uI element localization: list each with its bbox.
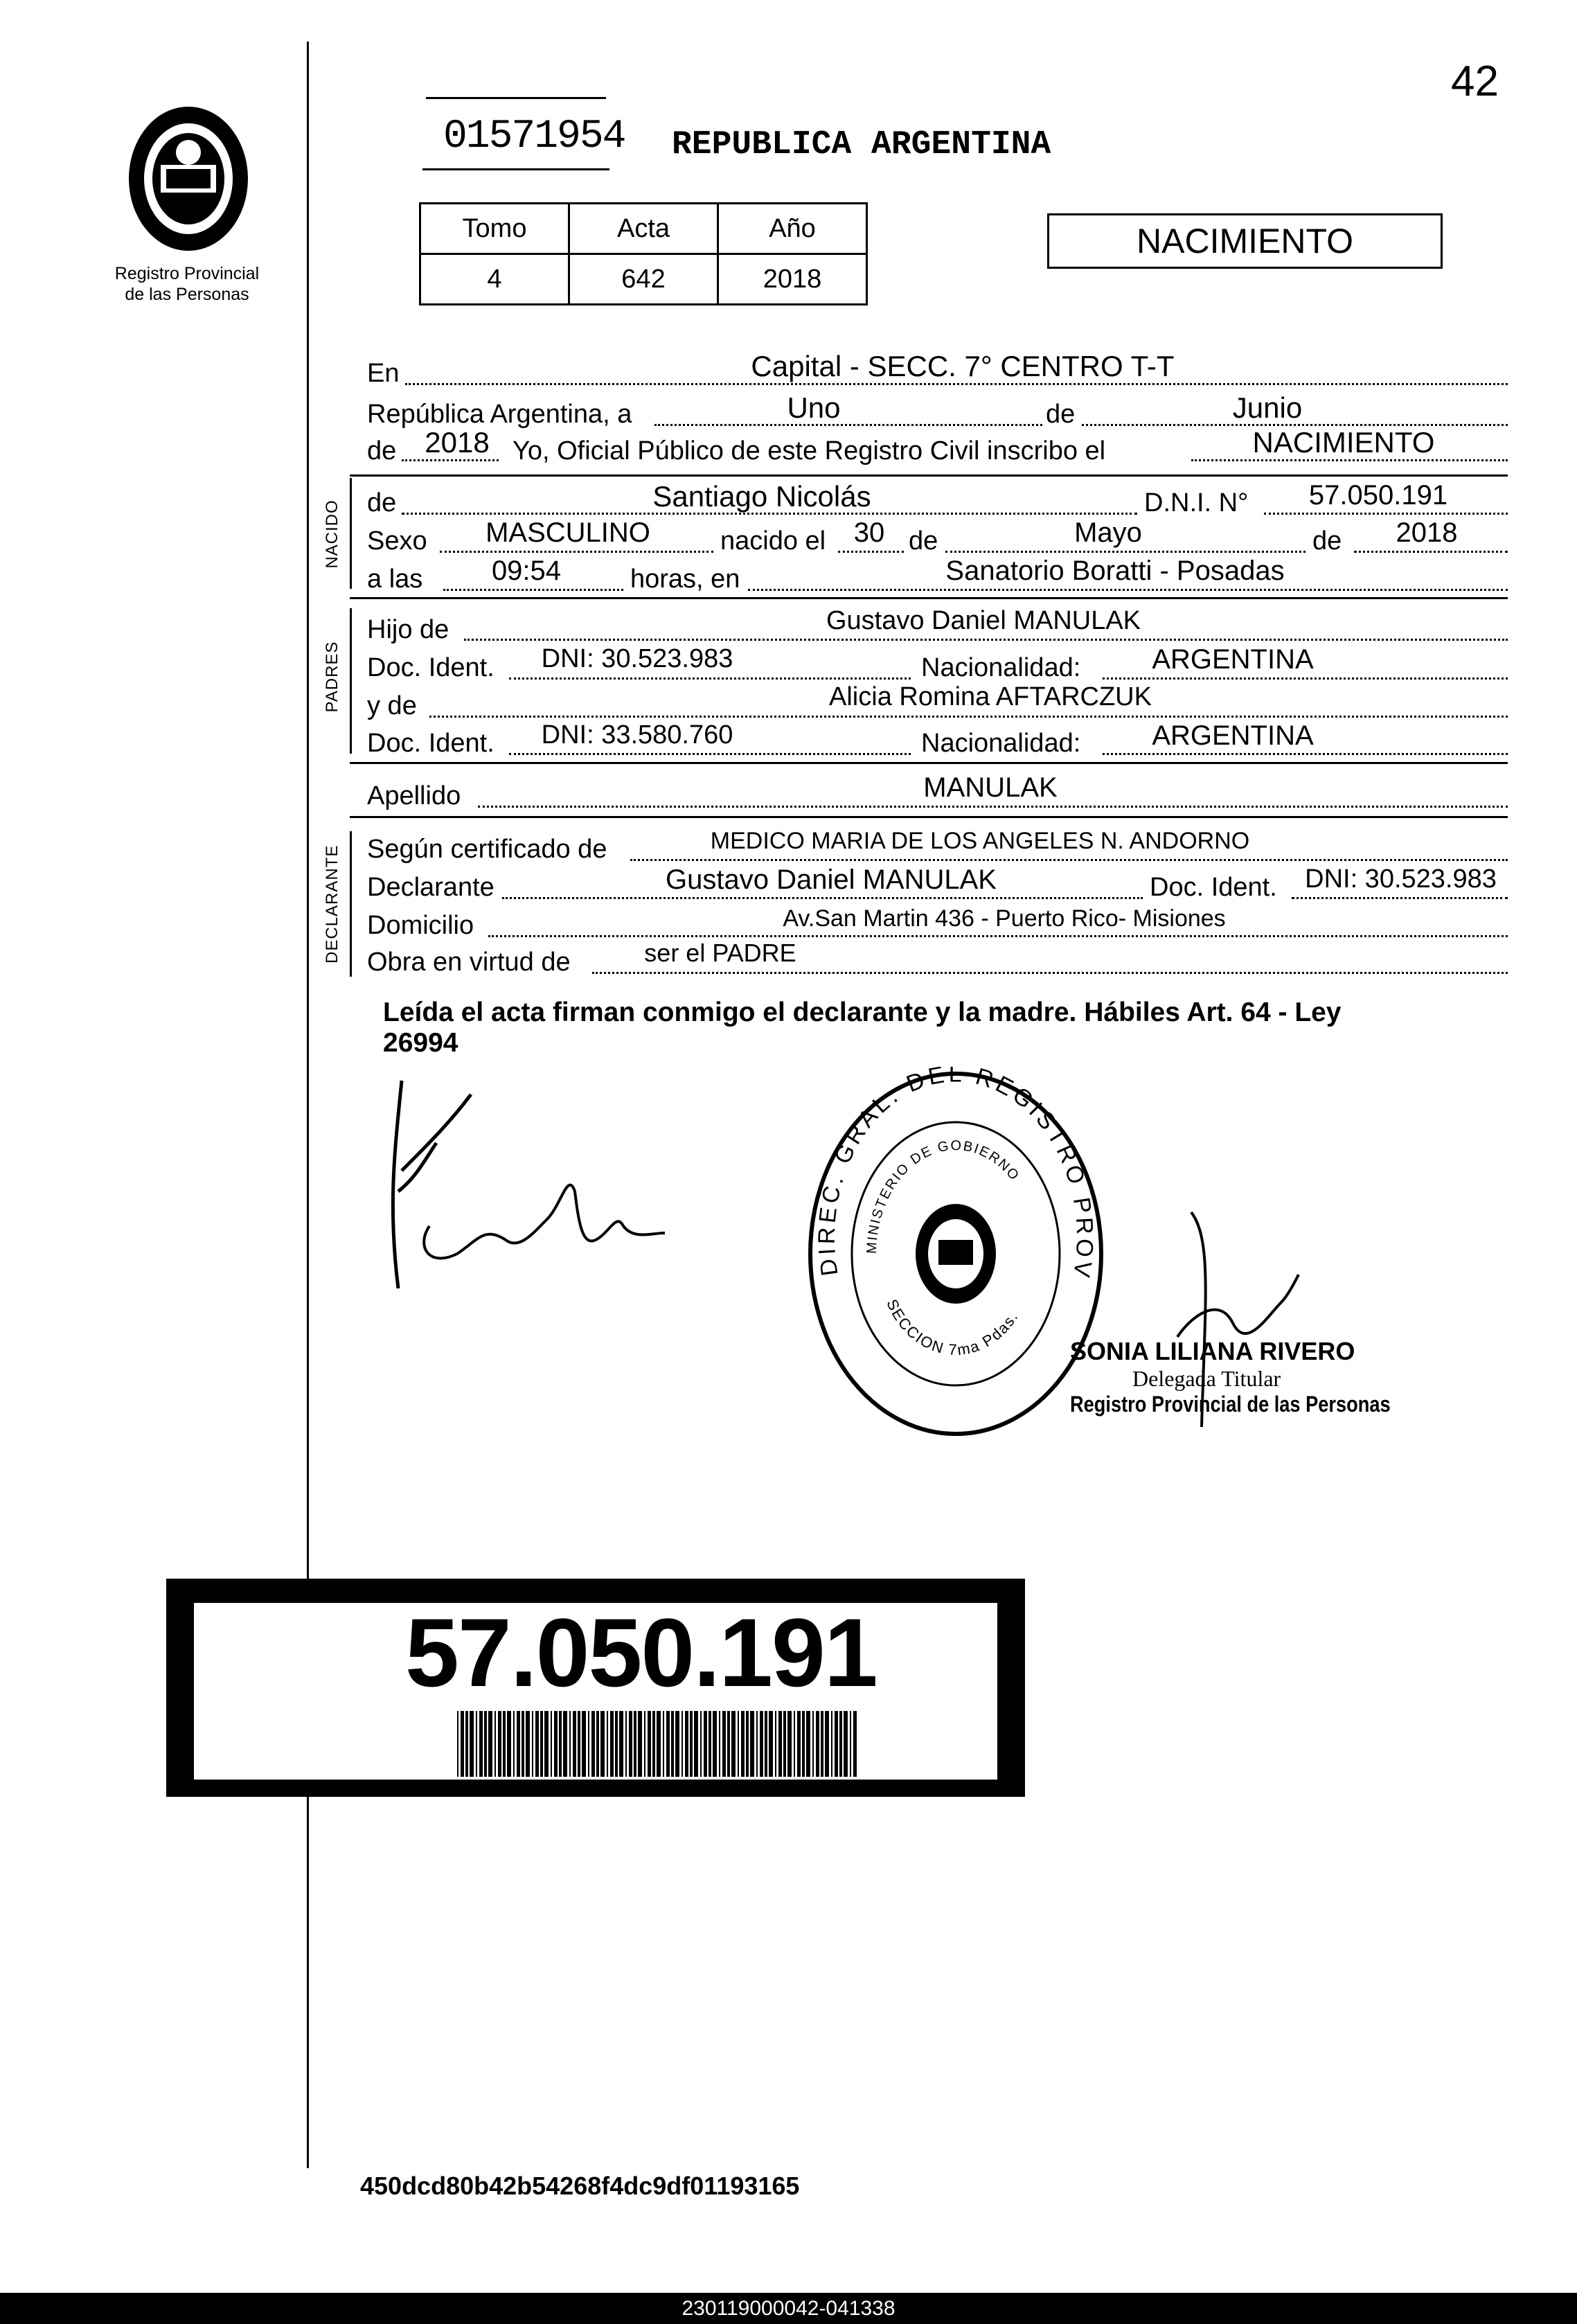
barcode-bar: [596, 1711, 599, 1777]
barcode-bar: [787, 1711, 792, 1777]
en-value: Capital - SECC. 7° CENTRO T-T: [751, 350, 1175, 382]
barcode-bar: [532, 1711, 533, 1777]
mother-nat: ARGENTINA: [1152, 720, 1314, 751]
declarante-dots: [502, 897, 1143, 899]
en-dots: [405, 383, 1508, 385]
rule-1: [350, 474, 1508, 477]
barcode-bar: [644, 1711, 645, 1777]
barcode-bar: [535, 1711, 539, 1777]
officer-title: Delegada Titular: [1132, 1366, 1281, 1391]
dni-dots: [1264, 513, 1508, 515]
apellido-label: Apellido: [367, 781, 461, 810]
de-label-2: de: [909, 526, 938, 556]
en-label: En: [367, 359, 400, 388]
inscribo-value: NACIMIENTO: [1252, 426, 1435, 459]
barcode-bar: [582, 1711, 586, 1777]
section-nacido: NACIDO: [323, 499, 341, 569]
barcode-bar: [709, 1711, 711, 1777]
certificado-label: Según certificado de: [367, 835, 607, 864]
barcode-bar: [794, 1711, 795, 1777]
barcode-bar: [681, 1711, 683, 1777]
serial-number: 01571954: [443, 114, 625, 159]
father-nat: ARGENTINA: [1152, 644, 1314, 675]
section-declarante: DECLARANTE: [323, 844, 341, 964]
doc-label-2: Doc. Ident.: [367, 729, 495, 758]
barcode-bar: [563, 1711, 567, 1777]
registry-line2: de las Personas: [125, 285, 249, 304]
barcode-bar: [816, 1711, 819, 1777]
barcode-bar: [526, 1711, 530, 1777]
country-title: REPUBLICA ARGENTINA: [672, 126, 1051, 163]
registry-seal-logo: [125, 103, 253, 255]
barcode-bar: [484, 1711, 487, 1777]
barcode-bar: [610, 1711, 614, 1777]
father-doc: DNI: 30.523.983: [541, 644, 733, 673]
apellido-value: MANULAK: [923, 772, 1058, 803]
dni-label: D.N.I. N°: [1144, 488, 1249, 517]
father-name: Gustavo Daniel MANULAK: [826, 606, 1141, 635]
nac-label-2: Nacionalidad:: [921, 729, 1081, 758]
officer-block: [1070, 1337, 1447, 1417]
certificado-dots: [630, 859, 1508, 861]
barcode-bar: [619, 1711, 623, 1777]
header-ano: Año: [718, 204, 867, 254]
birth-day: 30: [853, 517, 885, 548]
margin-rule: [307, 42, 309, 2168]
inscribo-label: Yo, Oficial Público de este Registro Civil inscribo el: [513, 436, 1106, 465]
official-seal-inner: MINISTERIO DE GOBIERNO: [864, 1137, 1023, 1254]
de-label: de: [1046, 400, 1076, 429]
year-value: 2018: [425, 426, 490, 459]
horas-label: horas, en: [630, 565, 740, 594]
domicilio-dots: [488, 935, 1508, 937]
alas-label: a las: [367, 565, 423, 594]
barcode-bar: [657, 1711, 661, 1777]
hijo-label: Hijo de: [367, 615, 449, 644]
barcode-bar: [517, 1711, 520, 1777]
barcode-bar: [731, 1711, 736, 1777]
mother-doc: DNI: 33.580.760: [541, 720, 733, 749]
name-value: Santiago Nicolás: [652, 480, 871, 513]
registry-line1: Registro Provincial: [114, 264, 260, 283]
nac-label: Nacionalidad:: [921, 653, 1081, 682]
barcode-bar: [465, 1711, 468, 1777]
header-tomo: Tomo: [420, 204, 569, 254]
barcode-bar: [806, 1711, 810, 1777]
sticker-number: 57.050.191: [405, 1598, 877, 1707]
barcode-bar: [671, 1711, 674, 1777]
barcode-bar: [835, 1711, 838, 1777]
barcode-bar: [488, 1711, 492, 1777]
year-prefix: de: [367, 436, 397, 465]
barcode-bar: [704, 1711, 707, 1777]
barcode-bar: [825, 1711, 829, 1777]
official-seal-section: SECCION 7ma Pdas.: [883, 1296, 1022, 1359]
officer-name: SONIA LILIANA RIVERO: [1070, 1337, 1355, 1365]
barcode-bar: [615, 1711, 618, 1777]
barcode-bar: [769, 1711, 773, 1777]
barcode-bar: [666, 1711, 670, 1777]
barcode-bar: [607, 1711, 608, 1777]
officer-org: Registro Provincial de las Personas: [1070, 1392, 1391, 1417]
barcode-bar: [722, 1711, 726, 1777]
section-padres: PADRES: [323, 641, 341, 713]
domicilio-value: Av.San Martin 436 - Puerto Rico- Misiones: [783, 905, 1226, 932]
obra-value: ser el PADRE: [644, 939, 796, 967]
rule-2: [350, 597, 1508, 599]
father-nat-dots: [1103, 677, 1508, 680]
barcode-bar: [760, 1711, 763, 1777]
domicilio-label: Domicilio: [367, 911, 474, 940]
barcode-bar: [738, 1711, 739, 1777]
birth-month: Mayo: [1074, 517, 1142, 548]
mother-nat-dots: [1103, 753, 1508, 755]
mother-dots: [429, 716, 1508, 718]
obra-label: Obra en virtud de: [367, 948, 571, 977]
barcode-bar: [569, 1711, 571, 1777]
barcode-bar: [663, 1711, 664, 1777]
barcode-bar: [756, 1711, 758, 1777]
barcode-bar: [802, 1711, 805, 1777]
yde-label: y de: [367, 691, 417, 720]
rep-label: República Argentina, a: [367, 400, 632, 429]
barcode-bar: [498, 1711, 501, 1777]
name-label: de: [367, 488, 397, 517]
record-type-box: NACIMIENTO: [1047, 213, 1443, 269]
value-tomo: 4: [420, 254, 569, 305]
barcode-bar: [479, 1711, 483, 1777]
barcode-bar: [797, 1711, 801, 1777]
sexo-label: Sexo: [367, 526, 427, 556]
barcode-bar: [634, 1711, 636, 1777]
barcode-bar: [522, 1711, 524, 1777]
barcode-bar: [503, 1711, 506, 1777]
barcode-bar: [470, 1711, 474, 1777]
record-table: [419, 202, 868, 305]
sticker-barcode: [457, 1711, 859, 1777]
page-number: 42: [1451, 57, 1499, 105]
sexo-value: MASCULINO: [485, 517, 650, 548]
place-dots: [748, 589, 1508, 591]
place-value: Sanatorio Boratti - Posadas: [945, 556, 1285, 586]
barcode-bar: [746, 1711, 749, 1777]
declarante-value: Gustavo Daniel MANULAK: [666, 864, 997, 895]
doc-label: Doc. Ident.: [367, 653, 495, 682]
value-acta: 642: [569, 254, 718, 305]
barcode-bar: [625, 1711, 627, 1777]
day-value: Uno: [787, 391, 841, 424]
barcode-bar: [713, 1711, 717, 1777]
barcode-bar: [540, 1711, 543, 1777]
declarante-label: Declarante: [367, 873, 495, 902]
doc-label-3: Doc. Ident.: [1150, 873, 1277, 902]
year-dots: [402, 459, 499, 461]
barcode-bar: [719, 1711, 720, 1777]
month-value: Junio: [1232, 391, 1303, 424]
footer-code: 230119000042-041338: [681, 2297, 896, 2320]
mother-doc-dots: [509, 753, 911, 755]
closing-text: [383, 997, 1342, 1058]
barcode-bar: [690, 1711, 693, 1777]
serial-number-stroke: [426, 97, 606, 99]
barcode-bar: [750, 1711, 754, 1777]
barcode-bar: [694, 1711, 698, 1777]
barcode-bar: [741, 1711, 745, 1777]
value-ano: 2018: [718, 254, 867, 305]
barcode-bar: [685, 1711, 688, 1777]
sexo-dots: [440, 551, 713, 553]
barcode-bar: [778, 1711, 782, 1777]
apellido-dots: [478, 806, 1508, 808]
declarante-doc-dots: [1292, 897, 1508, 899]
official-seal: [803, 1067, 1108, 1441]
barcode-bar: [588, 1711, 589, 1777]
dni-value: 57.050.191: [1308, 480, 1448, 511]
barcode-bar: [831, 1711, 832, 1777]
barcode-bar: [551, 1711, 552, 1777]
barcode-bar: [507, 1711, 511, 1777]
barcode-bar: [821, 1711, 823, 1777]
mother-name: Alicia Romina AFTARCZUK: [829, 682, 1152, 711]
barcode-bar: [853, 1711, 857, 1777]
obra-dots: [592, 972, 1508, 974]
barcode-bar: [578, 1711, 580, 1777]
padres-bar: [350, 608, 352, 754]
barcode-bar: [629, 1711, 632, 1777]
barcode-bar: [591, 1711, 595, 1777]
declarante-bar: [350, 831, 352, 977]
svg-text:SECCION 7ma Pdas.: [883, 1297, 1022, 1359]
barcode-bar: [652, 1711, 655, 1777]
barcode-bar: [544, 1711, 549, 1777]
birth-year-dots: [1354, 551, 1508, 553]
barcode-bar: [850, 1711, 851, 1777]
time-dots: [443, 589, 623, 591]
official-seal-text: DIREC. GRAL. DEL REGISTRO PROV: [813, 1067, 1098, 1283]
barcode-bar: [573, 1711, 576, 1777]
father-doc-dots: [509, 677, 911, 680]
barcode-bar: [775, 1711, 776, 1777]
rule-3: [350, 762, 1508, 764]
birth-day-dots: [838, 551, 904, 553]
barcode-bar: [675, 1711, 679, 1777]
barcode-bar: [844, 1711, 848, 1777]
declarant-signature: [374, 1067, 693, 1302]
barcode-bar: [812, 1711, 814, 1777]
barcode-bar: [783, 1711, 786, 1777]
nacido-label: nacido el: [720, 526, 826, 556]
barcode-bar: [554, 1711, 558, 1777]
serial-underline: [422, 168, 609, 170]
declarante-doc: DNI: 30.523.983: [1305, 864, 1497, 894]
document-hash: 450dcd80b42b54268f4dc9df01193165: [360, 2172, 800, 2200]
header-acta: Acta: [569, 204, 718, 254]
barcode-bar: [638, 1711, 642, 1777]
closing-line-1: Leída el acta firman conmigo el declarante y la madre. Hábiles Art. 64 - Ley: [383, 997, 1342, 1027]
barcode-bar: [765, 1711, 767, 1777]
registry-name: [76, 263, 298, 305]
barcode-bar: [495, 1711, 496, 1777]
rule-4: [350, 816, 1508, 818]
barcode-bar: [727, 1711, 730, 1777]
certificado-value: MEDICO MARIA DE LOS ANGELES N. ANDORNO: [710, 828, 1250, 854]
inscribo-dots: [1191, 459, 1508, 461]
barcode-bar: [461, 1711, 464, 1777]
father-dots: [464, 639, 1508, 641]
barcode-bar: [700, 1711, 702, 1777]
barcode-bar: [600, 1711, 605, 1777]
time-value: 09:54: [491, 556, 562, 586]
de-label-3: de: [1312, 526, 1342, 556]
nacido-bar: [350, 478, 352, 589]
barcode-bar: [559, 1711, 562, 1777]
footer-bar: [0, 2293, 1577, 2324]
barcode-bar: [839, 1711, 842, 1777]
birth-year: 2018: [1396, 517, 1458, 548]
barcode-bar: [513, 1711, 515, 1777]
barcode-bar: [648, 1711, 651, 1777]
closing-line-2: 26994: [383, 1028, 458, 1058]
barcode-bar: [457, 1711, 458, 1777]
birth-month-dots: [945, 551, 1306, 553]
barcode-bar: [476, 1711, 477, 1777]
